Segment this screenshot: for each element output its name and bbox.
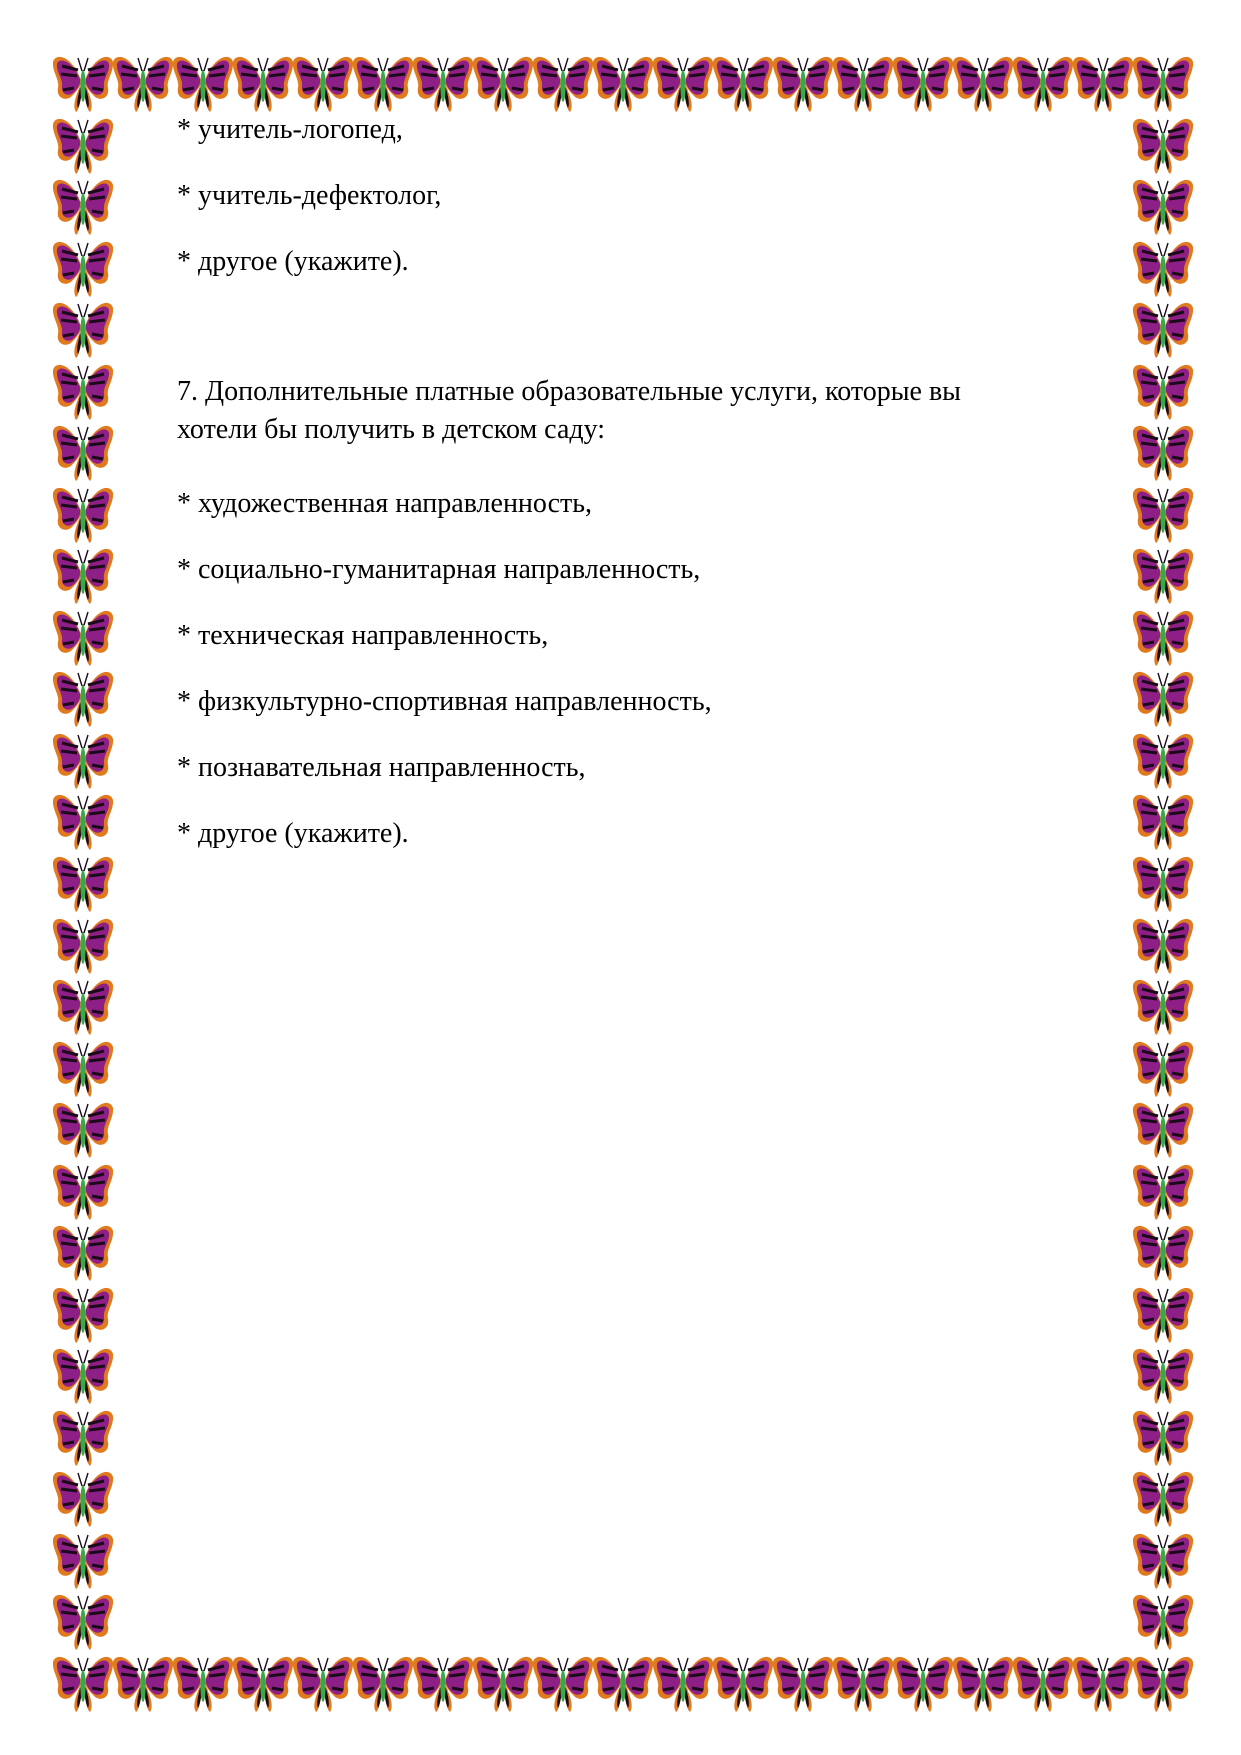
list-item: * учитель-логопед, bbox=[177, 114, 403, 145]
butterfly-icon bbox=[1130, 1588, 1196, 1654]
butterfly-icon bbox=[50, 727, 116, 793]
butterfly-icon bbox=[350, 1650, 416, 1716]
butterfly-icon bbox=[590, 50, 656, 116]
list-item: * техническая направленность, bbox=[177, 620, 549, 651]
butterfly-icon bbox=[1130, 604, 1196, 670]
butterfly-icon bbox=[50, 173, 116, 239]
butterfly-icon bbox=[470, 50, 536, 116]
butterfly-icon bbox=[1130, 296, 1196, 362]
butterfly-icon bbox=[770, 1650, 836, 1716]
butterfly-icon bbox=[1130, 788, 1196, 854]
list-item: * социально-гуманитарная направленность, bbox=[177, 554, 701, 585]
butterfly-icon bbox=[1130, 542, 1196, 608]
butterfly-icon bbox=[590, 1650, 656, 1716]
butterfly-icon bbox=[50, 1404, 116, 1470]
butterfly-icon bbox=[1130, 665, 1196, 731]
butterfly-icon bbox=[50, 1035, 116, 1101]
butterfly-icon bbox=[650, 50, 716, 116]
list-item: * другое (укажите). bbox=[177, 246, 409, 277]
butterfly-icon bbox=[50, 419, 116, 485]
butterfly-icon bbox=[170, 1650, 236, 1716]
butterfly-icon bbox=[1130, 419, 1196, 485]
butterfly-icon bbox=[530, 50, 596, 116]
butterfly-icon bbox=[50, 1158, 116, 1224]
list-item: * физкультурно-спортивная направленность, bbox=[177, 686, 712, 717]
butterfly-icon bbox=[950, 50, 1016, 116]
butterfly-icon bbox=[1130, 850, 1196, 916]
list-item: * художественная направленность, bbox=[177, 488, 593, 519]
butterfly-icon bbox=[1130, 50, 1196, 116]
butterfly-icon bbox=[1130, 1650, 1196, 1716]
question-line-1: 7. Дополнительные платные образовательные услуги, которые вы bbox=[177, 376, 961, 407]
butterfly-icon bbox=[1130, 1035, 1196, 1101]
butterfly-icon bbox=[1130, 912, 1196, 978]
butterfly-icon bbox=[1130, 1158, 1196, 1224]
butterfly-icon bbox=[50, 481, 116, 547]
butterfly-icon bbox=[710, 1650, 776, 1716]
butterfly-icon bbox=[770, 50, 836, 116]
butterfly-icon bbox=[50, 296, 116, 362]
butterfly-icon bbox=[110, 50, 176, 116]
butterfly-icon bbox=[350, 50, 416, 116]
butterfly-icon bbox=[710, 50, 776, 116]
butterfly-icon bbox=[1130, 173, 1196, 239]
butterfly-icon bbox=[50, 1650, 116, 1716]
butterfly-icon bbox=[50, 1527, 116, 1593]
list-item: * познавательная направленность, bbox=[177, 752, 586, 783]
list-item: * учитель-дефектолог, bbox=[177, 180, 442, 211]
butterfly-icon bbox=[110, 1650, 176, 1716]
butterfly-icon bbox=[1130, 1404, 1196, 1470]
butterfly-icon bbox=[1130, 727, 1196, 793]
question-line-2: хотели бы получить в детском саду: bbox=[177, 414, 606, 445]
butterfly-icon bbox=[230, 50, 296, 116]
butterfly-icon bbox=[50, 1096, 116, 1162]
butterfly-icon bbox=[1130, 235, 1196, 301]
butterfly-icon bbox=[1130, 973, 1196, 1039]
butterfly-icon bbox=[1130, 1096, 1196, 1162]
butterfly-icon bbox=[830, 50, 896, 116]
butterfly-icon bbox=[410, 1650, 476, 1716]
butterfly-icon bbox=[1130, 1281, 1196, 1347]
butterfly-icon bbox=[230, 1650, 296, 1716]
butterfly-icon bbox=[50, 973, 116, 1039]
butterfly-icon bbox=[1130, 481, 1196, 547]
butterfly-icon bbox=[50, 358, 116, 424]
butterfly-icon bbox=[50, 1342, 116, 1408]
butterfly-icon bbox=[1010, 50, 1076, 116]
butterfly-icon bbox=[1070, 50, 1136, 116]
butterfly-icon bbox=[1130, 1219, 1196, 1285]
butterfly-icon bbox=[530, 1650, 596, 1716]
butterfly-icon bbox=[650, 1650, 716, 1716]
butterfly-icon bbox=[1130, 1342, 1196, 1408]
butterfly-icon bbox=[50, 542, 116, 608]
list-item: * другое (укажите). bbox=[177, 818, 409, 849]
butterfly-icon bbox=[290, 1650, 356, 1716]
butterfly-icon bbox=[470, 1650, 536, 1716]
butterfly-icon bbox=[50, 788, 116, 854]
butterfly-icon bbox=[50, 912, 116, 978]
butterfly-icon bbox=[890, 1650, 956, 1716]
butterfly-icon bbox=[890, 50, 956, 116]
butterfly-icon bbox=[170, 50, 236, 116]
butterfly-icon bbox=[410, 50, 476, 116]
butterfly-icon bbox=[50, 850, 116, 916]
butterfly-icon bbox=[1130, 1465, 1196, 1531]
butterfly-icon bbox=[1010, 1650, 1076, 1716]
butterfly-icon bbox=[50, 1219, 116, 1285]
butterfly-icon bbox=[50, 604, 116, 670]
butterfly-icon bbox=[50, 1588, 116, 1654]
butterfly-icon bbox=[50, 1465, 116, 1531]
butterfly-icon bbox=[290, 50, 356, 116]
butterfly-icon bbox=[830, 1650, 896, 1716]
butterfly-icon bbox=[1130, 358, 1196, 424]
butterfly-icon bbox=[50, 1281, 116, 1347]
butterfly-icon bbox=[50, 665, 116, 731]
butterfly-icon bbox=[50, 112, 116, 178]
butterfly-icon bbox=[1070, 1650, 1136, 1716]
butterfly-icon bbox=[50, 50, 116, 116]
butterfly-icon bbox=[1130, 112, 1196, 178]
butterfly-icon bbox=[50, 235, 116, 301]
butterfly-icon bbox=[1130, 1527, 1196, 1593]
butterfly-icon bbox=[950, 1650, 1016, 1716]
